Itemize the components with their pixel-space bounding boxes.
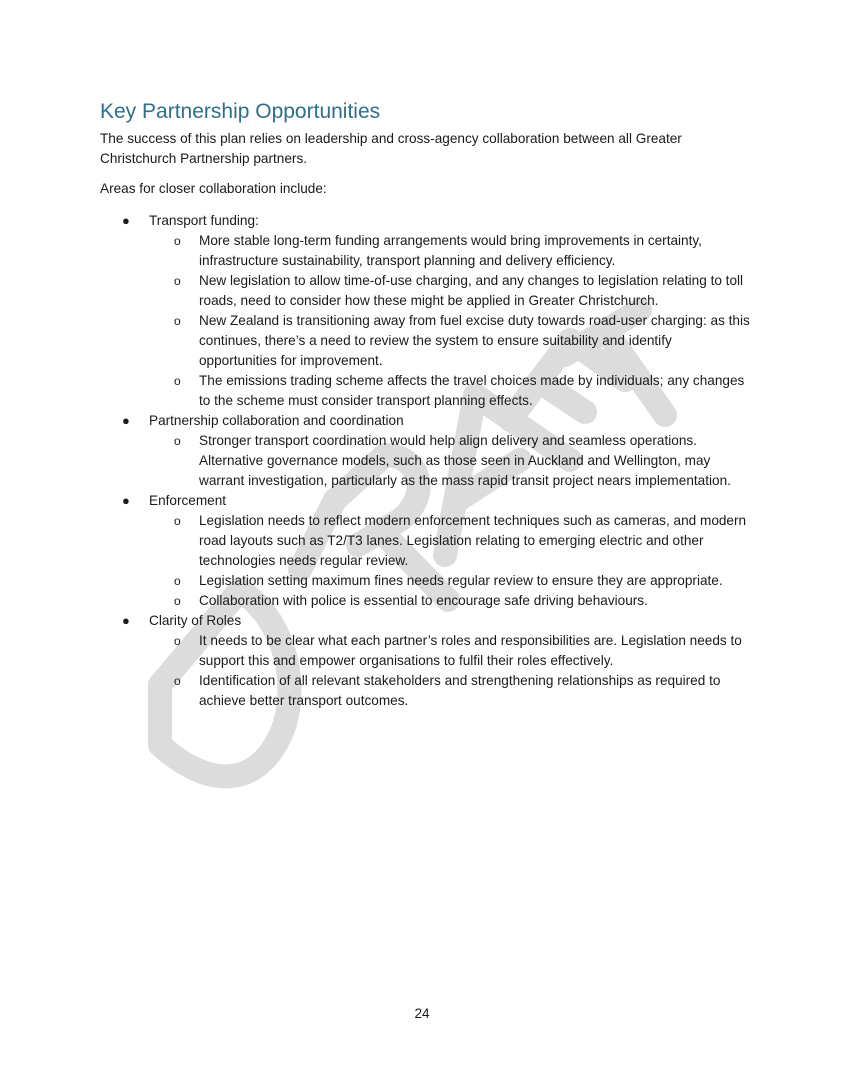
page-number: 24 <box>414 1006 430 1021</box>
circle-bullet-icon: o <box>174 274 181 288</box>
sub-list <box>149 631 750 711</box>
sub-list-item-text: Legislation setting maximum fines needs regular review to ensure they are appropriate. <box>199 573 723 588</box>
sub-list-item-text: More stable long-term funding arrangements would bring improvements in certainty, infrastructure sustainability, transport planning and delivery efficiency. <box>199 233 702 268</box>
bullet-icon: ● <box>122 213 130 228</box>
circle-bullet-icon: o <box>174 514 181 528</box>
list-item-transport-funding <box>100 211 750 411</box>
sub-list-item-text: Stronger transport coordination would help align delivery and seamless operations. Alternative governance models, such as those seen in Auckland and Wellington, may warrant investigation, particularly as the mass rapid transit project nears implementation. <box>199 433 731 488</box>
circle-bullet-icon: o <box>174 374 181 388</box>
bullet-icon: ● <box>122 413 130 428</box>
sub-list <box>149 231 750 411</box>
circle-bullet-icon: o <box>174 574 181 588</box>
sub-list-item <box>149 271 750 311</box>
sub-list-item-text: The emissions trading scheme affects the travel choices made by individuals; any changes to the scheme must consider transport planning effects. <box>199 373 745 408</box>
bullet-icon: ● <box>122 493 130 508</box>
sub-list-item-text: New Zealand is transitioning away from fuel excise duty towards road-user charging: as this continues, there’s a need to review the system to ensure suitability and identify opportunities for improvement. <box>199 313 750 368</box>
page-heading: Key Partnership Opportunities <box>100 100 381 123</box>
sub-list-item <box>149 311 750 371</box>
sub-list-item <box>149 511 750 571</box>
areas-intro: Areas for closer collaboration include: <box>100 181 327 196</box>
sub-list-item <box>149 591 750 611</box>
circle-bullet-icon: o <box>174 314 181 328</box>
list-item-partnership-collaboration <box>100 411 750 491</box>
circle-bullet-icon: o <box>174 634 181 648</box>
intro-paragraph: The success of this plan relies on leadership and cross-agency collaboration between all Greater Christchurch Partnership partners. <box>100 131 682 166</box>
sub-list-item-text: It needs to be clear what each partner’s roles and responsibilities are. Legislation needs to support this and empower organisations to fulfil their roles effectively. <box>199 633 742 668</box>
list-item-enforcement <box>100 491 750 611</box>
list-item-title: Partnership collaboration and coordination <box>149 413 404 428</box>
circle-bullet-icon: o <box>174 434 181 448</box>
list-item-title: Enforcement <box>149 493 227 508</box>
sub-list-item-text: Legislation needs to reflect modern enforcement techniques such as cameras, and modern road layouts such as T2/T3 lanes. Legislation relating to emerging electric and other technologies needs regular review. <box>199 513 747 568</box>
sub-list-item <box>149 631 750 671</box>
circle-bullet-icon: o <box>174 674 181 688</box>
sub-list-item-text: New legislation to allow time-of-use charging, and any changes to legislation relating to toll roads, need to consider how these might be applied in Greater Christchurch. <box>199 273 744 308</box>
sub-list-item <box>149 371 750 411</box>
circle-bullet-icon: o <box>174 594 181 608</box>
sub-list <box>149 511 750 611</box>
sub-list-item-text: Collaboration with police is essential to encourage safe driving behaviours. <box>199 593 648 608</box>
sub-list-item <box>149 571 750 591</box>
bullet-icon: ● <box>122 613 130 628</box>
sub-list-item <box>149 671 750 711</box>
sub-list-item <box>149 231 750 271</box>
sub-list <box>149 431 750 491</box>
sub-list-item-text: Identification of all relevant stakeholders and strengthening relationships as required to achieve better transport outcomes. <box>199 673 721 708</box>
collaboration-areas-list <box>100 211 750 711</box>
list-item-title: Clarity of Roles <box>149 613 242 628</box>
sub-list-item <box>149 431 750 491</box>
circle-bullet-icon: o <box>174 234 181 248</box>
list-item-title: Transport funding: <box>149 213 259 228</box>
list-item-clarity-of-roles <box>100 611 750 711</box>
